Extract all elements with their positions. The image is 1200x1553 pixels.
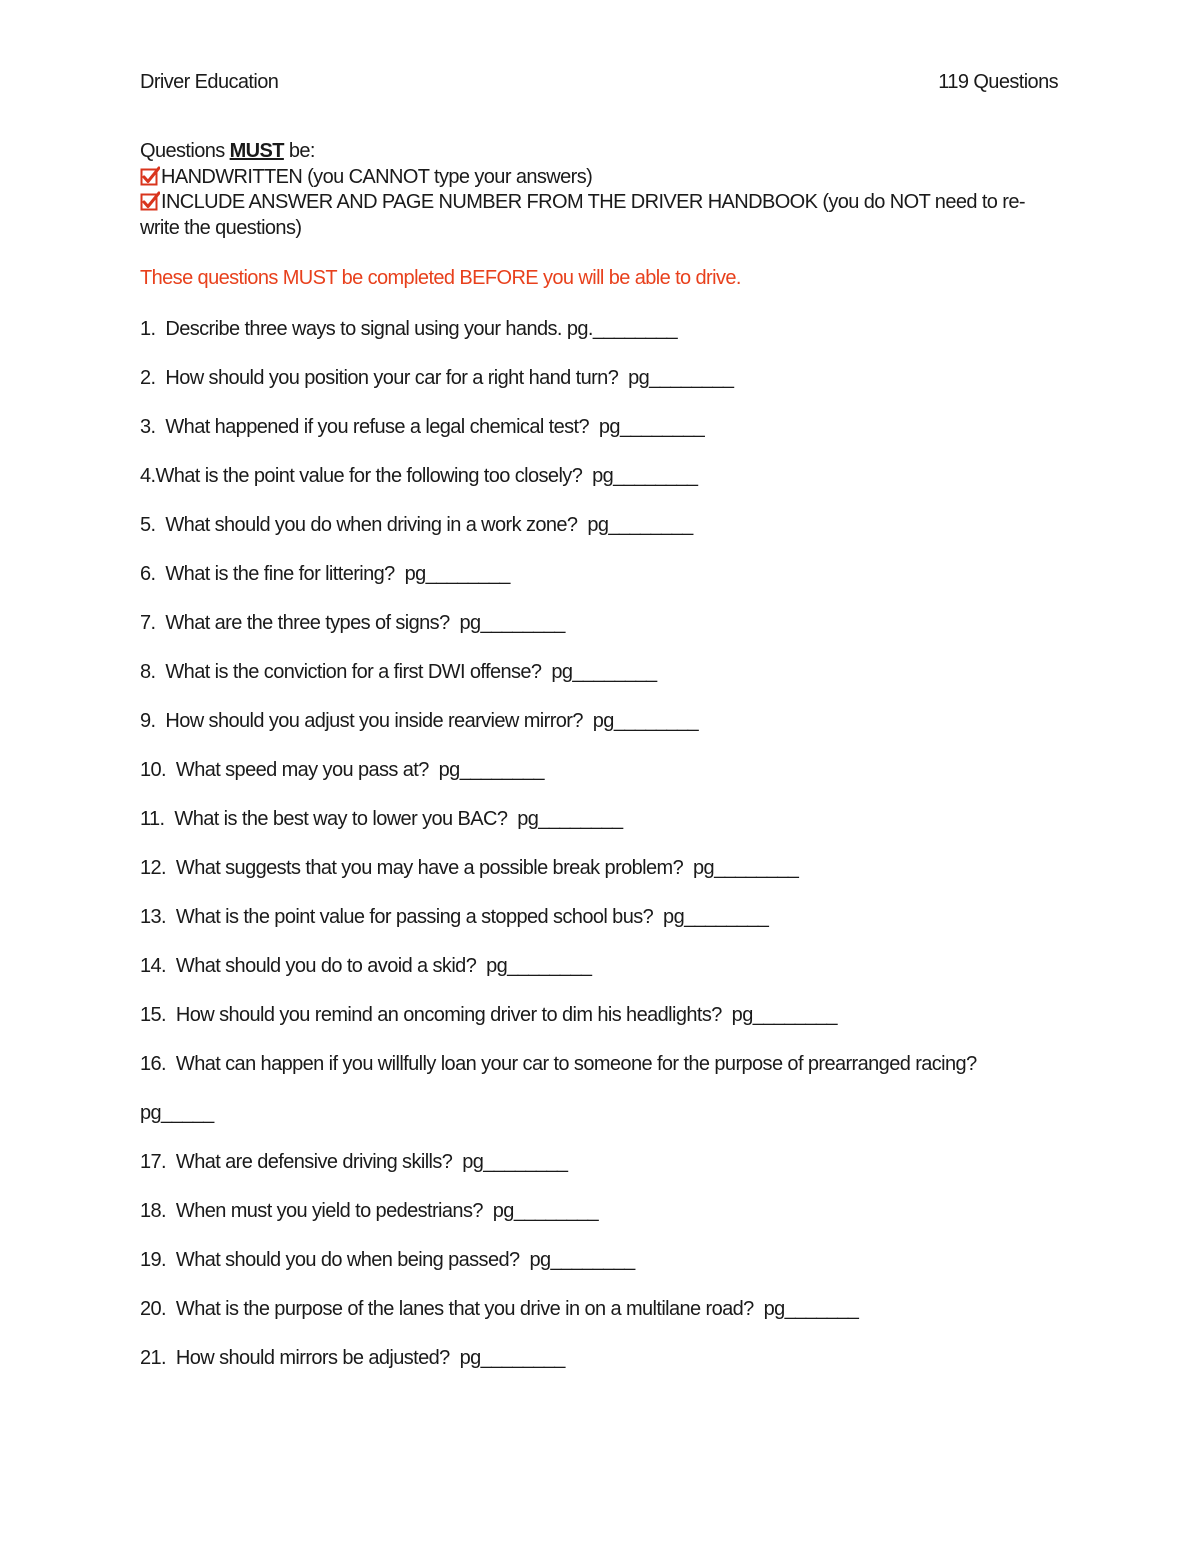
question-item: 5. What should you do when driving in a work zone? pg________ xyxy=(140,514,693,536)
question-item: 4.What is the point value for the following too closely? pg________ xyxy=(140,465,698,487)
header-title: Driver Education xyxy=(140,71,279,93)
question-item: 9. How should you adjust you inside rearview mirror? pg________ xyxy=(140,710,699,732)
requirement-item xyxy=(140,190,1060,241)
instructions xyxy=(140,139,1060,241)
question-item: 12. What suggests that you may have a possible break problem? pg________ xyxy=(140,857,799,879)
question-item: 11. What is the best way to lower you BAC? pg________ xyxy=(140,808,623,830)
requirement-item xyxy=(140,165,1060,191)
question-item: 21. How should mirrors be adjusted? pg________ xyxy=(140,1347,565,1369)
must-emphasis: MUST xyxy=(229,140,284,162)
question-item: 18. When must you yield to pedestrians? pg________ xyxy=(140,1200,599,1222)
question-item: 17. What are defensive driving skills? pg________ xyxy=(140,1151,568,1173)
requirement-text: HANDWRITTEN (you CANNOT type your answers) xyxy=(161,165,593,188)
instructions-prefix: Questions xyxy=(140,140,230,162)
question-item: 19. What should you do when being passed? pg________ xyxy=(140,1249,635,1271)
header-question-count: 119 Questions xyxy=(938,71,1058,93)
question-page-blank: pg_____ xyxy=(140,1102,214,1124)
completion-warning: These questions MUST be completed BEFORE you will be able to drive. xyxy=(140,267,741,289)
requirement-text: INCLUDE ANSWER AND PAGE NUMBER FROM THE DRIVER HANDBOOK (you do NOT need to re-write the questions) xyxy=(140,191,1025,239)
question-item: 15. How should you remind an oncoming driver to dim his headlights? pg________ xyxy=(140,1004,837,1026)
question-item: 13. What is the point value for passing a stopped school bus? pg________ xyxy=(140,906,769,928)
question-item: 3. What happened if you refuse a legal chemical test? pg________ xyxy=(140,416,705,438)
checked-box-icon xyxy=(140,166,160,186)
question-item: 7. What are the three types of signs? pg________ xyxy=(140,612,565,634)
instructions-suffix: be: xyxy=(283,140,315,162)
question-item: 16. What can happen if you willfully loan your car to someone for the purpose of prearranged racing? xyxy=(140,1053,977,1075)
question-item: 14. What should you do to avoid a skid? pg________ xyxy=(140,955,592,977)
checked-box-icon xyxy=(140,191,160,211)
instructions-heading xyxy=(140,139,1060,165)
question-item: 1. Describe three ways to signal using your hands. pg.________ xyxy=(140,318,678,340)
question-item: 20. What is the purpose of the lanes that you drive in on a multilane road? pg_______ xyxy=(140,1298,859,1320)
question-item: 10. What speed may you pass at? pg________ xyxy=(140,759,544,781)
question-item: 8. What is the conviction for a first DWI offense? pg________ xyxy=(140,661,657,683)
question-item: 6. What is the fine for littering? pg________ xyxy=(140,563,510,585)
question-item: 2. How should you position your car for a right hand turn? pg________ xyxy=(140,367,734,389)
